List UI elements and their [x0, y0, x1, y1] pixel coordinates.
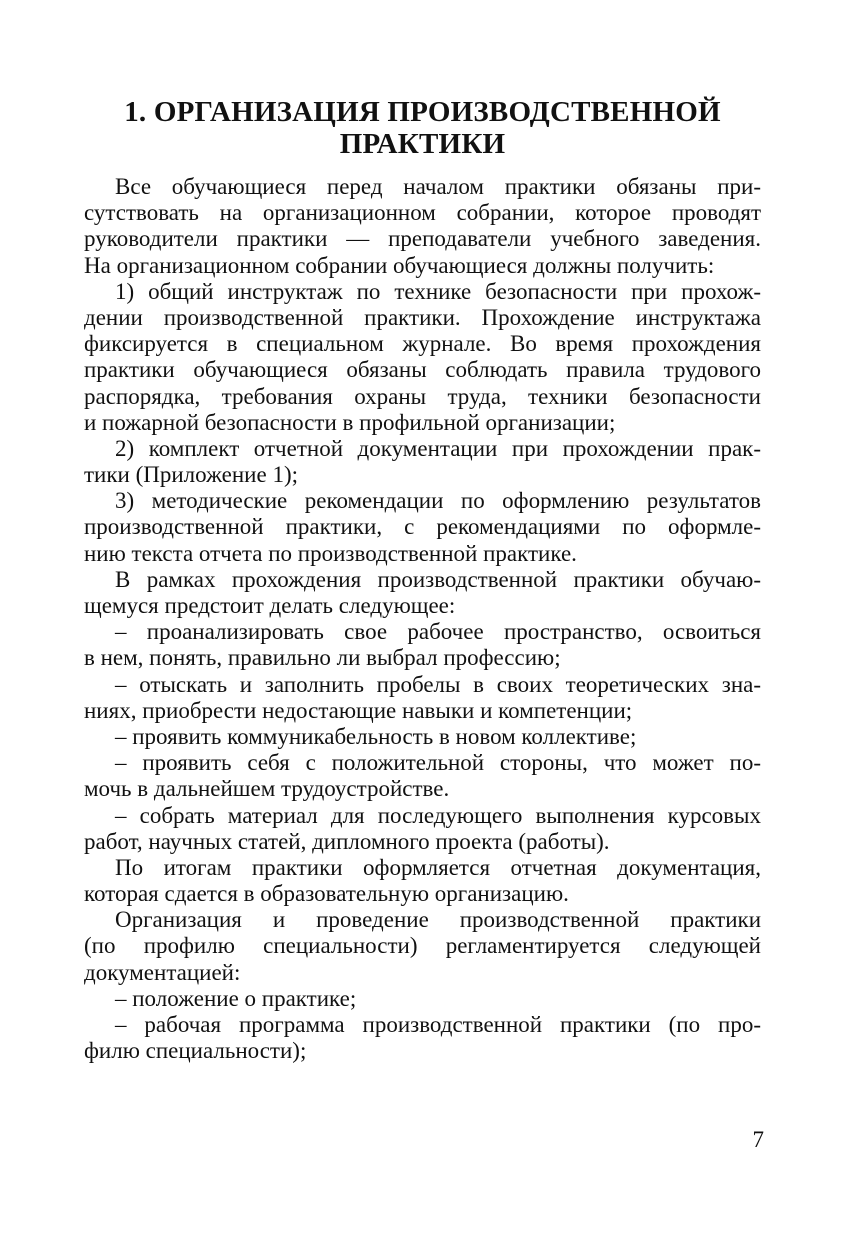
chapter-heading [84, 96, 761, 160]
text-line: руководители практики — преподаватели учебного заведения. [84, 226, 761, 252]
text-line: (по профилю специальности) регламентируется следующей [84, 933, 761, 959]
list-item-document [84, 1012, 761, 1064]
body-text [84, 174, 761, 1064]
text-line: ниях, приобрести недостающие навыки и компетенции; [84, 697, 633, 723]
text-line: филю специальности); [84, 1038, 307, 1064]
paragraph-tasks-intro [84, 567, 761, 619]
text-line: которая сдается в образовательную организацию. [84, 881, 569, 907]
paragraph-item-1 [84, 279, 761, 436]
text-line: – рабочая программа производственной практики (по про- [115, 1012, 761, 1037]
list-item-document [84, 986, 761, 1012]
list-item-task [84, 619, 761, 671]
text-line: и пожарной безопасности в профильной организации; [84, 409, 616, 435]
text-line: 1) общий инструктаж по технике безопасности при прохож- [115, 278, 761, 304]
paragraph-regulation [84, 907, 761, 986]
text-line: распорядка, требования охраны труда, техники безопасности [84, 383, 761, 409]
text-line: производственной практики, с рекомендациями по оформле- [84, 514, 761, 540]
text-line: По итогам практики оформляется отчетная документация, [115, 854, 761, 880]
text-line: Организация и проведение производственной практики [115, 907, 761, 933]
text-line: документацией: [84, 959, 241, 985]
text-line: практики обучающиеся обязаны соблюдать правила трудового [84, 357, 761, 383]
text-line: Все обучающиеся перед началом практики обязаны при- [115, 174, 761, 199]
paragraph-item-2 [84, 436, 761, 488]
heading-line-1: 1. ОРГАНИЗАЦИЯ ПРОИЗВОДСТВЕННОЙ [124, 96, 721, 128]
text-line: в нем, понять, правильно ли выбрал профессию; [84, 645, 561, 671]
paragraph-intro [84, 174, 761, 279]
list-item-task [84, 672, 761, 724]
text-line: – проявить себя с положительной стороны, что может по- [115, 750, 761, 776]
text-line: – отыскать и заполнить пробелы в своих теоретических зна- [115, 671, 761, 697]
text-line: щемуся предстоит делать следующее: [84, 593, 456, 618]
text-line: На организационном собрании обучающиеся должны получить: [84, 252, 715, 278]
list-item-task [84, 724, 761, 750]
paragraph-results [84, 855, 761, 907]
text-line: – положение о практике; [115, 985, 357, 1011]
text-line: 3) методические рекомендации по оформлению результатов [115, 488, 761, 514]
paragraph-item-3 [84, 488, 761, 567]
text-line: сутствовать на организационном собрании, которое проводят [84, 200, 761, 226]
text-line: нию текста отчета по производственной практике. [84, 540, 577, 566]
text-line: фиксируется в специальном журнале. Во время прохождения [84, 331, 761, 357]
list-item-task [84, 803, 761, 855]
text-line: – проанализировать свое рабочее пространство, освоиться [115, 619, 761, 645]
text-line: – собрать материал для последующего выполнения курсовых [115, 802, 761, 828]
text-line: мочь в дальнейшем трудоустройстве. [84, 776, 450, 802]
text-line: тики (Приложение 1); [84, 462, 298, 488]
text-line: работ, научных статей, дипломного проекта (работы). [84, 828, 610, 854]
heading-line-2: ПРАКТИКИ [339, 128, 506, 160]
text-line: 2) комплект отчетной документации при прохождении прак- [115, 435, 761, 461]
list-item-task [84, 750, 761, 802]
text-line: В рамках прохождения производственной практики обучаю- [115, 566, 761, 592]
text-line: дении производственной практики. Прохождение инструктажа [84, 304, 761, 330]
text-line: – проявить коммуникабельность в новом коллективе; [115, 723, 637, 749]
page-number: 7 [752, 1127, 764, 1152]
